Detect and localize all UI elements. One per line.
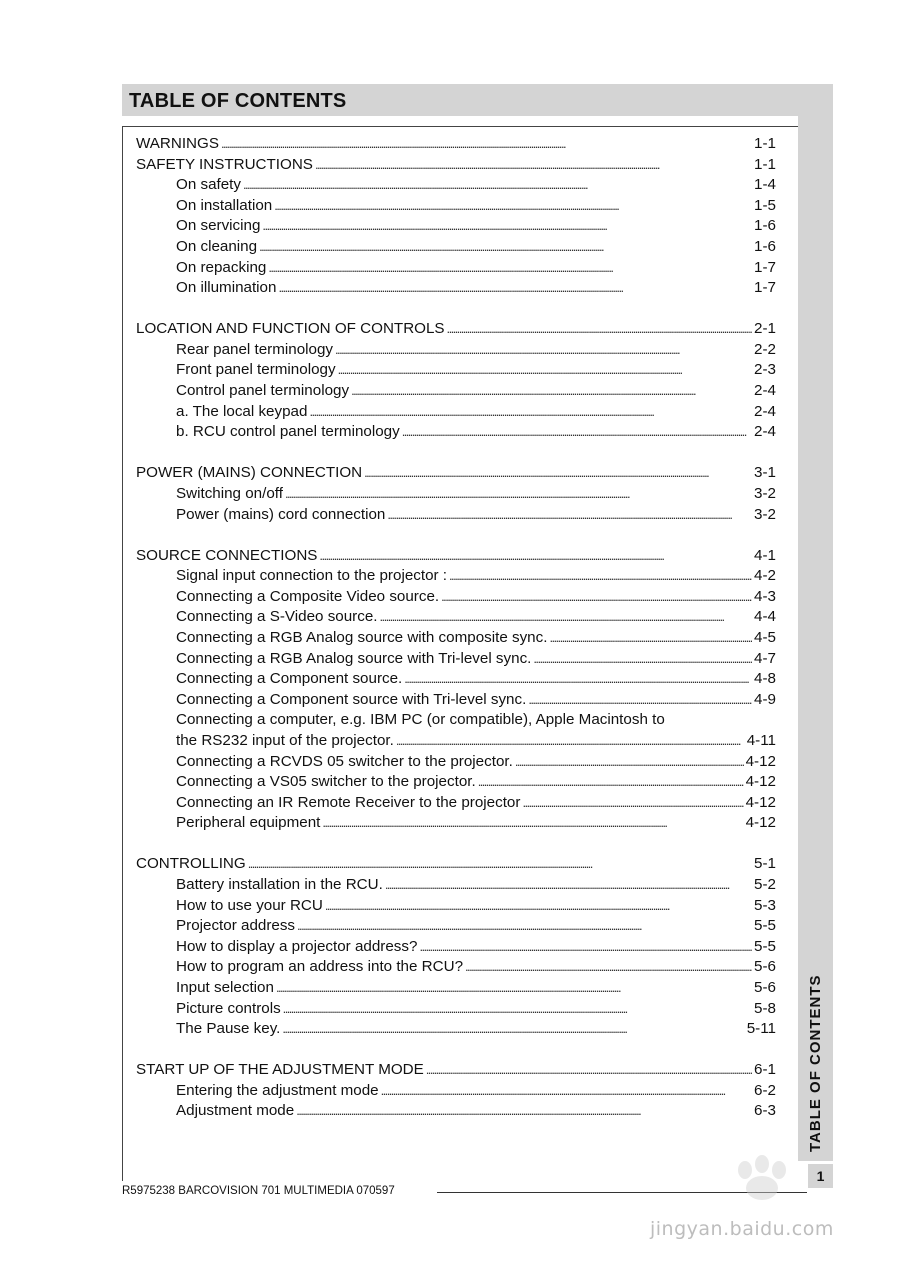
toc-entry-page: 1-1 — [754, 135, 776, 152]
toc-entry-label: How to program an address into the RCU? — [176, 958, 464, 976]
table-of-contents — [136, 134, 776, 1143]
toc-entry[interactable] — [136, 484, 776, 505]
dot-leader — [243, 175, 752, 196]
toc-entry[interactable] — [136, 278, 776, 299]
toc-entry[interactable] — [136, 587, 776, 608]
toc-entry-page: 1-5 — [754, 196, 776, 214]
toc-entry-label: Connecting a RCVDS 05 switcher to the projector. — [176, 752, 513, 770]
toc-section — [136, 546, 776, 834]
toc-entry[interactable] — [136, 381, 776, 402]
toc-entry[interactable] — [136, 422, 776, 443]
toc-entry-label: The Pause key. — [176, 1020, 281, 1038]
toc-entry-label: Switching on/off — [176, 484, 283, 502]
toc-entry[interactable] — [136, 916, 776, 937]
toc-entry[interactable] — [136, 731, 776, 752]
dot-leader — [449, 566, 752, 587]
toc-entry-label: Adjustment mode — [176, 1102, 295, 1120]
toc-entry[interactable] — [136, 196, 776, 217]
toc-section — [136, 463, 776, 525]
dot-leader — [325, 896, 752, 917]
watermark-url: jingyan.baidu.com — [650, 1218, 834, 1240]
dot-leader — [283, 999, 752, 1020]
dot-leader — [515, 752, 744, 773]
dot-leader — [309, 402, 752, 423]
frame-left-rule — [122, 126, 123, 1181]
toc-entry-label: Connecting a VS05 switcher to the projector. — [176, 773, 476, 791]
toc-entry-page: 1-7 — [754, 279, 776, 297]
toc-entry-label: CONTROLLING — [136, 855, 246, 873]
toc-entry[interactable] — [136, 649, 776, 670]
toc-entry-label: Connecting a RGB Analog source with composite sync. — [176, 628, 548, 646]
toc-entry-page: 5-3 — [754, 896, 776, 914]
footer-text: R5975238 BARCOVISION 701 MULTIMEDIA 070597 — [122, 1185, 395, 1197]
toc-entry[interactable] — [136, 772, 776, 793]
toc-entry-label: Entering the adjustment mode — [176, 1081, 379, 1099]
toc-section — [136, 319, 776, 443]
toc-entry[interactable] — [136, 669, 776, 690]
toc-entry[interactable] — [136, 1019, 776, 1040]
page-title: TABLE OF CONTENTS — [129, 90, 347, 112]
dot-leader — [533, 649, 752, 670]
dot-leader — [465, 957, 752, 978]
page-number: 1 — [808, 1164, 833, 1188]
toc-section — [136, 1060, 776, 1122]
toc-entry-page: 4-12 — [745, 773, 776, 791]
toc-entry-page: 4-8 — [754, 670, 776, 688]
dot-leader — [268, 258, 752, 279]
dot-leader — [248, 854, 752, 875]
toc-entry[interactable] — [136, 999, 776, 1020]
toc-entry-page: 4-11 — [746, 731, 776, 749]
toc-entry[interactable] — [136, 793, 776, 814]
toc-entry-label: Connecting a RGB Analog source with Tri-level sync. — [176, 649, 532, 667]
toc-entry[interactable] — [136, 690, 776, 711]
toc-entry-label: Control panel terminology — [176, 382, 350, 400]
toc-entry[interactable] — [136, 175, 776, 196]
toc-entry-page: 4-12 — [745, 793, 776, 811]
toc-entry[interactable] — [136, 237, 776, 258]
toc-entry-label: Picture controls — [176, 999, 281, 1017]
toc-entry-page: 4-3 — [754, 587, 776, 605]
dot-leader — [404, 669, 752, 690]
toc-entry-label: On illumination — [176, 279, 277, 297]
toc-entry-page: 2-4 — [754, 423, 776, 441]
dot-leader — [426, 1060, 752, 1081]
toc-entry-page: 6-3 — [754, 1102, 776, 1120]
toc-entry-page: 5-1 — [754, 855, 776, 873]
toc-entry-label: Connecting a Component source. — [176, 670, 403, 688]
toc-entry-label: On repacking — [176, 258, 267, 276]
toc-entry[interactable] — [136, 360, 776, 381]
dot-leader — [297, 916, 752, 937]
toc-entry[interactable] — [136, 710, 776, 731]
toc-entry-label: Connecting an IR Remote Receiver to the projector — [176, 793, 521, 811]
toc-entry-page: 5-5 — [754, 937, 776, 955]
toc-entry[interactable] — [136, 628, 776, 649]
frame-top-rule — [122, 126, 798, 127]
toc-heading-entry[interactable] — [136, 854, 776, 875]
toc-heading-entry[interactable] — [136, 463, 776, 484]
toc-entry-page: 2-2 — [754, 340, 776, 358]
toc-entry-page: 1-6 — [754, 237, 776, 255]
dot-leader — [278, 278, 752, 299]
toc-entry-label: SOURCE CONNECTIONS — [136, 546, 318, 564]
toc-entry-label: Connecting a computer, e.g. IBM PC (or compatible), Apple Macintosh to — [176, 711, 665, 729]
toc-entry-label: On safety — [176, 176, 241, 194]
toc-entry[interactable] — [136, 896, 776, 917]
toc-entry-label: WARNINGS — [136, 135, 219, 152]
toc-entry-label: Battery installation in the RCU. — [176, 876, 383, 893]
dot-leader — [322, 813, 743, 834]
toc-entry-label: On cleaning — [176, 237, 258, 255]
toc-entry-page: 5-6 — [754, 978, 776, 996]
dot-leader — [402, 422, 752, 443]
toc-entry-page: 4-12 — [745, 752, 776, 770]
toc-entry-page: 2-1 — [754, 320, 776, 338]
toc-entry-page: 1-7 — [754, 258, 776, 276]
toc-entry-page: 5-5 — [754, 917, 776, 935]
toc-heading-entry[interactable] — [136, 155, 776, 176]
toc-entry-label: Projector address — [176, 917, 296, 935]
dot-leader — [396, 731, 745, 752]
dot-leader — [276, 978, 752, 999]
toc-entry-page: 5-8 — [754, 999, 776, 1017]
toc-entry-label: b. RCU control panel terminology — [176, 423, 400, 441]
toc-entry-label: SAFETY INSTRUCTIONS — [136, 155, 313, 173]
toc-entry-label: How to use your RCU — [176, 896, 323, 914]
toc-entry-label: How to display a projector address? — [176, 937, 418, 955]
toc-entry-page: 4-7 — [754, 649, 776, 667]
toc-entry[interactable] — [136, 1101, 776, 1122]
toc-entry-label: LOCATION AND FUNCTION OF CONTROLS — [136, 320, 445, 338]
dot-leader — [338, 360, 752, 381]
toc-entry[interactable] — [136, 875, 776, 896]
toc-entry[interactable] — [136, 566, 776, 587]
toc-entry-label: POWER (MAINS) CONNECTION — [136, 464, 363, 482]
toc-entry-page: 4-4 — [754, 608, 776, 626]
toc-entry-page: 3-2 — [754, 484, 776, 502]
toc-entry-label: Connecting a Component source with Tri-level sync. — [176, 690, 527, 708]
toc-entry-page: 1-1 — [754, 155, 776, 173]
toc-entry-page: 4-12 — [745, 814, 776, 832]
toc-entry-label: the RS232 input of the projector. — [176, 731, 394, 749]
toc-entry[interactable] — [136, 752, 776, 773]
toc-entry-page: 5-2 — [754, 876, 776, 893]
dot-leader — [381, 1081, 752, 1102]
toc-entry[interactable] — [136, 607, 776, 628]
toc-entry[interactable] — [136, 813, 776, 834]
toc-entry-page: 4-2 — [754, 567, 776, 585]
dot-leader — [419, 937, 752, 958]
dot-leader — [274, 196, 752, 217]
toc-entry-page: 4-5 — [754, 628, 776, 646]
toc-heading-entry[interactable] — [136, 546, 776, 567]
dot-leader — [285, 484, 752, 505]
dot-leader — [385, 875, 752, 896]
dot-leader — [549, 628, 752, 649]
toc-entry-label: START UP OF THE ADJUSTMENT MODE — [136, 1061, 424, 1079]
dot-leader — [441, 587, 752, 608]
toc-entry[interactable] — [136, 978, 776, 999]
toc-entry-page: 5-11 — [746, 1020, 776, 1038]
toc-entry[interactable] — [136, 1081, 776, 1102]
dot-leader — [262, 216, 752, 237]
dot-leader — [522, 793, 743, 814]
dot-leader — [364, 463, 752, 484]
toc-heading-entry[interactable] — [136, 319, 776, 340]
toc-entry-page: 5-6 — [754, 958, 776, 976]
dot-leader — [282, 1019, 744, 1040]
toc-entry-page: 2-3 — [754, 361, 776, 379]
toc-entry-page: 4-9 — [754, 690, 776, 708]
toc-entry-label: Connecting a Composite Video source. — [176, 587, 440, 605]
toc-entry-page: 4-1 — [754, 546, 776, 564]
dot-leader — [447, 319, 753, 340]
toc-entry-label: Front panel terminology — [176, 361, 336, 379]
toc-entry[interactable] — [136, 402, 776, 423]
toc-entry[interactable] — [136, 505, 776, 526]
toc-entry-label: Power (mains) cord connection — [176, 505, 386, 523]
toc-entry-label: a. The local keypad — [176, 402, 308, 420]
toc-entry-page: 6-2 — [754, 1081, 776, 1099]
dot-leader — [528, 690, 752, 711]
dot-leader — [387, 505, 752, 526]
dot-leader — [259, 237, 752, 258]
toc-entry-page: 3-1 — [754, 464, 776, 482]
toc-entry-page: 6-1 — [754, 1061, 776, 1079]
dot-leader — [221, 134, 752, 155]
toc-entry-label: Signal input connection to the projector : — [176, 567, 448, 585]
toc-entry[interactable] — [136, 937, 776, 958]
toc-entry-page: 1-4 — [754, 176, 776, 194]
dot-leader — [296, 1101, 752, 1122]
dot-leader — [335, 340, 752, 361]
toc-entry-label: Peripheral equipment — [176, 814, 321, 832]
title-bar — [122, 84, 833, 116]
toc-heading-entry[interactable] — [136, 134, 776, 155]
dot-leader — [478, 772, 744, 793]
toc-entry-label: Rear panel terminology — [176, 340, 334, 358]
toc-entry-label: Input selection — [176, 978, 274, 996]
dot-leader — [351, 381, 752, 402]
dot-leader — [380, 607, 753, 628]
toc-entry-label: On installation — [176, 196, 273, 214]
side-tab-label: TABLE OF CONTENTS — [807, 974, 824, 1152]
toc-entry-page: 1-6 — [754, 217, 776, 235]
toc-entry-page: 2-4 — [754, 402, 776, 420]
toc-entry-page: 3-2 — [754, 505, 776, 523]
toc-entry-page: 2-4 — [754, 382, 776, 400]
toc-section — [136, 854, 776, 1039]
toc-heading-entry[interactable] — [136, 1060, 776, 1081]
toc-entry[interactable] — [136, 340, 776, 361]
toc-section — [136, 134, 776, 299]
toc-entry[interactable] — [136, 216, 776, 237]
toc-entry[interactable] — [136, 957, 776, 978]
toc-entry-label: Connecting a S-Video source. — [176, 608, 378, 626]
dot-leader — [315, 155, 752, 176]
toc-entry[interactable] — [136, 258, 776, 279]
dot-leader — [319, 546, 752, 567]
toc-entry-label: On servicing — [176, 217, 261, 235]
